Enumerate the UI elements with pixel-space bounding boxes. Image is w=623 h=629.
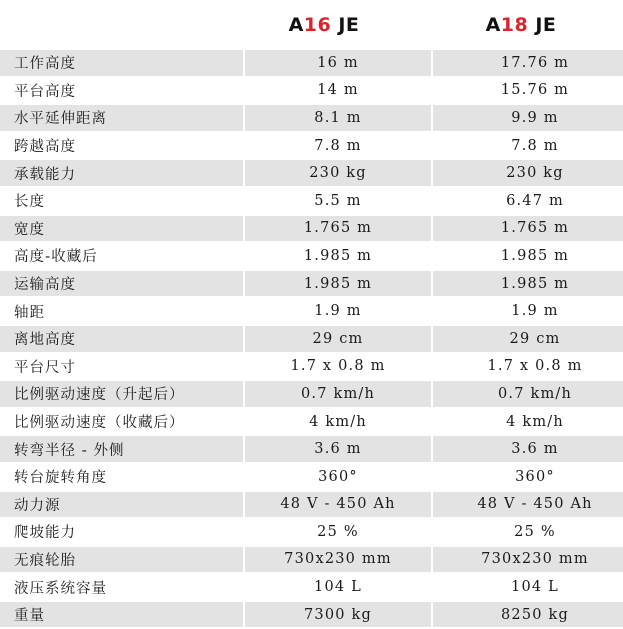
table-row (0, 243, 623, 271)
a16je-value: 3.6 m (245, 436, 433, 464)
a18je-value: 730x230 mm (433, 547, 623, 575)
table-row (0, 216, 623, 244)
model-number: 16 (303, 14, 332, 36)
model-suffix: JE (331, 14, 360, 36)
table-row (0, 160, 623, 188)
a18je-value: 15.76 m (433, 78, 623, 106)
spec-table-body (0, 50, 623, 629)
a16je-value: 25 % (245, 519, 433, 547)
spec-label: 比例驱动速度（升起后） (0, 381, 245, 409)
table-row (0, 354, 623, 382)
model-suffix: JE (528, 14, 557, 36)
table-row (0, 519, 623, 547)
a16je-value: 29 cm (245, 326, 433, 354)
a16je-value: 730x230 mm (245, 547, 433, 575)
model-a18je-title (419, 14, 623, 36)
spec-label: 比例驱动速度（收藏后） (0, 409, 245, 437)
table-row (0, 78, 623, 106)
a18je-value: 48 V - 450 Ah (433, 492, 623, 520)
spec-label: 长度 (0, 188, 245, 216)
spec-label: 轴距 (0, 298, 245, 326)
table-row (0, 492, 623, 520)
a16je-value: 7300 kg (245, 602, 433, 629)
table-row (0, 188, 623, 216)
a16je-value: 360° (245, 464, 433, 492)
table-row (0, 298, 623, 326)
a18je-value: 9.9 m (433, 105, 623, 133)
a16je-value: 230 kg (245, 160, 433, 188)
a18je-value: 8250 kg (433, 602, 623, 629)
a18je-value: 25 % (433, 519, 623, 547)
model-prefix: A (288, 14, 304, 36)
a16je-value: 4 km/h (245, 409, 433, 437)
a16je-value: 7.8 m (245, 133, 433, 161)
a18je-value: 6.47 m (433, 188, 623, 216)
model-prefix: A (485, 14, 501, 36)
a18je-value: 17.76 m (433, 50, 623, 78)
a18je-value: 7.8 m (433, 133, 623, 161)
table-row (0, 326, 623, 354)
spec-label: 动力源 (0, 492, 245, 520)
a16je-value: 16 m (245, 50, 433, 78)
a18je-value: 104 L (433, 574, 623, 602)
spec-label: 平台尺寸 (0, 354, 245, 382)
spec-label: 转弯半径 - 外侧 (0, 436, 245, 464)
spec-label: 转台旋转角度 (0, 464, 245, 492)
spec-label: 重量 (0, 602, 245, 629)
a16je-value: 8.1 m (245, 105, 433, 133)
spec-label: 运输高度 (0, 271, 245, 299)
spec-table (0, 50, 623, 629)
model-a16je-title (231, 14, 417, 36)
spec-label: 高度-收藏后 (0, 243, 245, 271)
a16je-value: 48 V - 450 Ah (245, 492, 433, 520)
a18je-value: 3.6 m (433, 436, 623, 464)
spec-label: 爬坡能力 (0, 519, 245, 547)
a18je-value: 360° (433, 464, 623, 492)
table-row (0, 602, 623, 629)
a18je-value: 1.985 m (433, 271, 623, 299)
a18je-value: 230 kg (433, 160, 623, 188)
spec-label: 宽度 (0, 216, 245, 244)
table-row (0, 436, 623, 464)
spec-label: 液压系统容量 (0, 574, 245, 602)
spec-label: 跨越高度 (0, 133, 245, 161)
a18je-value: 29 cm (433, 326, 623, 354)
table-row (0, 464, 623, 492)
a16je-value: 1.985 m (245, 243, 433, 271)
a18je-value: 1.765 m (433, 216, 623, 244)
spec-label: 承载能力 (0, 160, 245, 188)
a16je-value: 104 L (245, 574, 433, 602)
spec-label: 平台高度 (0, 78, 245, 106)
table-row (0, 381, 623, 409)
a18je-value: 1.985 m (433, 243, 623, 271)
a16je-value: 5.5 m (245, 188, 433, 216)
spec-label: 无痕轮胎 (0, 547, 245, 575)
a18je-value: 4 km/h (433, 409, 623, 437)
table-row (0, 547, 623, 575)
a18je-value: 0.7 km/h (433, 381, 623, 409)
model-number: 18 (500, 14, 529, 36)
a16je-value: 1.765 m (245, 216, 433, 244)
a16je-value: 14 m (245, 78, 433, 106)
spec-label: 离地高度 (0, 326, 245, 354)
a16je-value: 1.985 m (245, 271, 433, 299)
table-row (0, 271, 623, 299)
a16je-value: 1.7 x 0.8 m (245, 354, 433, 382)
spec-header (0, 0, 623, 50)
table-row (0, 574, 623, 602)
table-row (0, 133, 623, 161)
a18je-value: 1.7 x 0.8 m (433, 354, 623, 382)
a16je-value: 0.7 km/h (245, 381, 433, 409)
table-row (0, 50, 623, 78)
table-row (0, 409, 623, 437)
spec-label: 工作高度 (0, 50, 245, 78)
table-row (0, 105, 623, 133)
a16je-value: 1.9 m (245, 298, 433, 326)
a18je-value: 1.9 m (433, 298, 623, 326)
spec-label: 水平延伸距离 (0, 105, 245, 133)
